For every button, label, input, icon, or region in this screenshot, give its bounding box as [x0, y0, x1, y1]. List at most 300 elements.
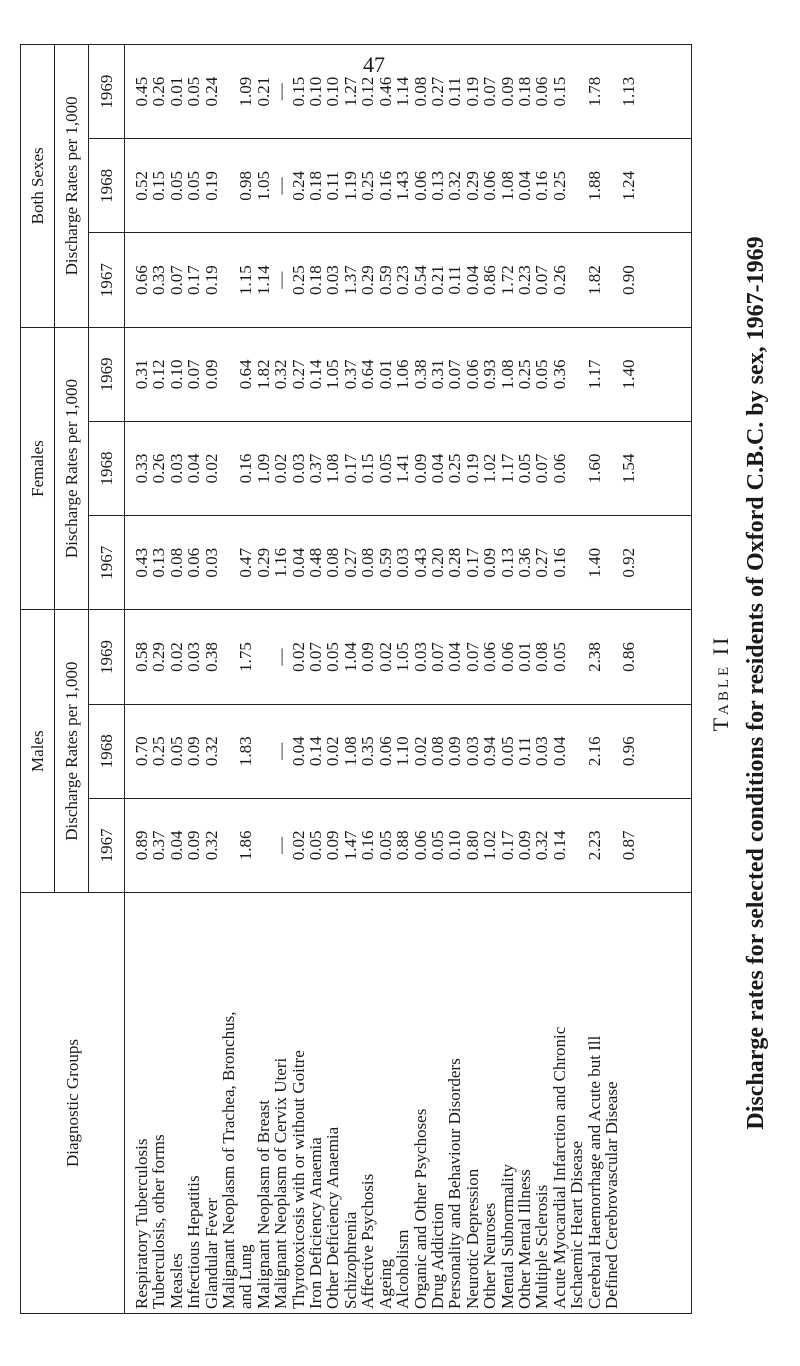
- rate-value: 0.46: [375, 76, 395, 107]
- rate-value: 1.08: [340, 736, 360, 767]
- rate-value: 0.02: [201, 453, 221, 484]
- rate-value: 0.15: [549, 76, 569, 107]
- rate-value: 0.08: [358, 547, 378, 578]
- rate-value: 0.36: [549, 359, 569, 390]
- rate-value: 0.06: [480, 642, 500, 672]
- year-header: 1969: [89, 45, 125, 139]
- rate-value: 0.07: [480, 76, 500, 107]
- rate-value: 0.05: [184, 76, 204, 107]
- rate-value: 2.23: [584, 830, 604, 861]
- rate-value: 0.19: [201, 171, 221, 201]
- rate-value: 0.04: [166, 830, 186, 861]
- rate-value: 0.47: [236, 547, 256, 578]
- diagnostic-group: Multiple Sclerosis: [532, 1184, 552, 1309]
- rate-value: 1.09: [236, 76, 256, 107]
- rate-value: [603, 426, 620, 511]
- rate-value: 2.38: [584, 642, 604, 672]
- rate-value: 0.15: [288, 76, 308, 107]
- both-rates-header: Discharge Rates per 1,000: [55, 45, 89, 328]
- rate-value: 0.15: [149, 171, 169, 201]
- rate-value: 0.07: [462, 642, 482, 672]
- rate-value: 0.12: [149, 359, 169, 390]
- rate-value: [603, 49, 620, 134]
- rate-value: 0.13: [149, 547, 169, 578]
- rate-value: 0.05: [549, 642, 569, 672]
- rate-value: [255, 614, 272, 699]
- rate-value: 0.10: [445, 830, 465, 861]
- rate-value: 0.25: [149, 736, 169, 767]
- rate-value: 0.37: [306, 453, 326, 484]
- rate-value: 0.06: [462, 359, 482, 390]
- rate-value: 0.59: [375, 547, 395, 578]
- rate-value: 0.32: [201, 830, 221, 861]
- rate-value: [220, 803, 237, 888]
- rate-value: 0.06: [375, 736, 395, 767]
- rate-value: 0.02: [410, 736, 430, 767]
- rate-value: 0.07: [184, 359, 204, 390]
- diagnostic-group: Schizophrenia: [340, 1211, 360, 1309]
- rate-value: 1.05: [253, 171, 273, 201]
- rate-value: 0.92: [619, 547, 639, 578]
- diagnostic-group: Measles: [166, 1253, 186, 1309]
- rate-value: 0.09: [184, 736, 204, 767]
- females-1968-column: [125, 421, 692, 515]
- rate-value: 0.25: [288, 265, 308, 295]
- rate-value: 1.72: [497, 265, 517, 295]
- rate-value: 0.14: [306, 359, 326, 390]
- table-title: Discharge rates for selected conditions for residents of Oxford C.B.C. by sex, 1967-1969: [743, 236, 769, 1130]
- rate-value: 0.87: [619, 830, 639, 861]
- rate-value: 1.82: [584, 265, 604, 295]
- rate-value: 0.05: [532, 359, 552, 390]
- rate-value: 0.64: [358, 359, 378, 390]
- rate-value: [220, 426, 237, 511]
- rate-value: 0.80: [462, 830, 482, 861]
- rate-value: [568, 143, 585, 228]
- rate-value: 1.09: [253, 453, 273, 484]
- diagnostic-group: Respiratory Tuberculosis: [132, 1138, 151, 1309]
- rate-value: 0.21: [427, 265, 447, 295]
- rate-value: 0.04: [288, 547, 308, 578]
- rate-value: 0.18: [514, 76, 534, 107]
- diagnostic-group: Infectious Hepatitis: [184, 1175, 204, 1309]
- rate-value: 0.06: [532, 76, 552, 107]
- rate-value: 0.66: [132, 265, 151, 295]
- rate-value: 0.14: [306, 736, 326, 767]
- rate-value: 0.03: [288, 453, 308, 484]
- females-rates-header: Discharge Rates per 1,000: [55, 327, 89, 610]
- rate-value: 1.54: [619, 453, 639, 484]
- rate-value: 0.32: [532, 830, 552, 861]
- rate-value: 0.03: [532, 736, 552, 767]
- rate-value: 0.01: [166, 76, 186, 107]
- rate-value: 0.89: [132, 830, 151, 861]
- rate-value: 0.06: [410, 830, 430, 861]
- rate-value: [568, 332, 585, 417]
- rate-value: 0.08: [532, 642, 552, 672]
- rate-value: 1.60: [584, 453, 604, 484]
- rate-value: [568, 520, 585, 605]
- males-1969-column: [125, 610, 692, 704]
- rate-value: 1.14: [393, 76, 413, 107]
- rate-value: 0.38: [410, 359, 430, 390]
- rate-value: 0.16: [358, 830, 378, 861]
- rate-value: 0.02: [271, 453, 291, 484]
- rate-value: 1.04: [340, 642, 360, 672]
- rate-value: 0.09: [201, 359, 221, 390]
- rate-value: 0.08: [427, 736, 447, 767]
- rate-value: 0.90: [619, 265, 639, 295]
- rate-value: 0.27: [340, 547, 360, 578]
- rate-value: 0.86: [480, 265, 500, 295]
- rate-value: 1.02: [480, 830, 500, 861]
- rate-value: 0.96: [619, 736, 639, 767]
- rate-value: 0.07: [166, 265, 186, 295]
- rate-value: [220, 709, 237, 794]
- diagnostic-group: Neurotic Depression: [462, 1168, 482, 1309]
- rate-value: 0.06: [410, 171, 430, 201]
- rate-value: 0.05: [166, 736, 186, 767]
- rate-value: 0.19: [462, 76, 482, 107]
- diagnostic-group: Organic and Other Psychoses: [410, 1108, 430, 1309]
- rate-value: 0.03: [201, 547, 221, 578]
- rate-value: 1.41: [393, 453, 413, 484]
- rate-value: 0.29: [149, 642, 169, 672]
- rate-value: 0.54: [410, 265, 430, 295]
- rate-value: 0.02: [166, 642, 186, 672]
- rate-value: 1.05: [323, 359, 343, 390]
- rate-value: 0.29: [253, 547, 273, 578]
- diagnostic-group: Cerebral Haemorrhage and Acute but Ill: [584, 1035, 604, 1309]
- rate-value: 0.59: [375, 265, 395, 295]
- rate-value: 0.09: [358, 642, 378, 672]
- rate-value: 0.05: [514, 453, 534, 484]
- rate-value: 0.02: [375, 642, 395, 672]
- rate-value: —: [271, 648, 291, 666]
- diagnostic-group: Malignant Neoplasm of Cervix Uteri: [271, 1057, 291, 1309]
- rate-value: 0.03: [166, 453, 186, 484]
- rate-value: [603, 709, 620, 794]
- rate-value: 0.09: [323, 830, 343, 861]
- rate-value: 0.24: [288, 171, 308, 201]
- rate-value: 0.05: [184, 171, 204, 201]
- rate-value: [220, 332, 237, 417]
- rate-value: 0.32: [271, 359, 291, 390]
- rate-value: 1.43: [393, 171, 413, 201]
- rate-value: 0.06: [549, 453, 569, 484]
- rate-value: 1.13: [619, 76, 639, 107]
- males-1967-column: [125, 798, 692, 892]
- rate-value: 0.86: [619, 642, 639, 672]
- rate-value: 0.16: [532, 171, 552, 201]
- diagnostic-group: Malignant Neoplasm of Breast: [253, 1099, 273, 1309]
- rate-value: 1.88: [584, 171, 604, 201]
- diagnostic-group: Other Mental Illness: [514, 1169, 534, 1309]
- rate-value: 0.06: [480, 171, 500, 201]
- diagnostic-groups-header: Diagnostic Groups: [21, 893, 125, 1314]
- rate-value: 0.52: [132, 171, 151, 201]
- rate-value: 0.07: [427, 642, 447, 672]
- rate-value: 0.09: [497, 76, 517, 107]
- males-header: Males: [21, 610, 55, 893]
- rate-value: [603, 520, 620, 605]
- discharge-rates-table: [20, 44, 692, 1314]
- rate-value: 0.29: [462, 171, 482, 201]
- rate-value: [220, 614, 237, 699]
- rate-value: 1.05: [393, 642, 413, 672]
- diagnostic-group: Ageing: [375, 1258, 395, 1309]
- rate-value: 0.11: [445, 77, 465, 107]
- males-1968-column: [125, 704, 692, 798]
- rate-value: 1.17: [497, 453, 517, 484]
- rate-value: 0.10: [306, 76, 326, 107]
- rate-value: 0.01: [514, 642, 534, 672]
- rate-value: 0.16: [549, 547, 569, 578]
- rate-value: 0.93: [480, 359, 500, 390]
- rate-value: 0.11: [514, 736, 534, 766]
- rate-value: 0.26: [149, 453, 169, 484]
- rate-value: 0.98: [236, 171, 256, 201]
- rate-value: [603, 332, 620, 417]
- rate-value: 1.17: [584, 359, 604, 390]
- females-1969-column: [125, 327, 692, 421]
- rate-value: 0.31: [132, 359, 151, 390]
- rate-value: 0.26: [549, 265, 569, 295]
- rate-value: 0.33: [132, 453, 151, 484]
- rate-value: 0.33: [149, 265, 169, 295]
- rate-value: 0.25: [549, 171, 569, 201]
- rate-value: 0.26: [149, 76, 169, 107]
- rate-value: 0.04: [445, 642, 465, 672]
- rate-value: 0.03: [184, 642, 204, 672]
- diagnostic-group: Malignant Neoplasm of Trachea, Bronchus,: [219, 1011, 239, 1309]
- rate-value: 1.78: [584, 76, 604, 107]
- both-1969-column: [125, 45, 692, 139]
- rate-value: 0.88: [393, 830, 413, 861]
- rate-value: 0.09: [445, 736, 465, 767]
- rate-value: 0.70: [132, 736, 151, 767]
- rate-value: 0.17: [184, 265, 204, 295]
- rate-value: —: [271, 83, 291, 101]
- rate-value: 1.08: [497, 171, 517, 201]
- rate-value: 0.02: [288, 830, 308, 861]
- rate-value: 0.24: [201, 76, 221, 107]
- rate-value: 1.40: [584, 547, 604, 578]
- rate-value: 0.29: [358, 265, 378, 295]
- rate-value: 0.05: [375, 830, 395, 861]
- diagnostic-group: Personality and Behaviour Disorders: [445, 1058, 465, 1309]
- year-header: 1968: [89, 139, 125, 233]
- rate-value: 1.10: [393, 736, 413, 767]
- diagnostic-group: Mental Subnormality: [497, 1164, 517, 1309]
- diagnostic-group: and Lung: [236, 1244, 256, 1309]
- rate-value: 0.14: [549, 830, 569, 861]
- rate-value: 0.27: [427, 76, 447, 107]
- rate-value: [568, 614, 585, 699]
- rate-value: 0.94: [480, 736, 500, 767]
- rate-value: 1.15: [236, 265, 256, 295]
- rate-value: 0.03: [323, 265, 343, 295]
- rate-value: 0.36: [514, 547, 534, 578]
- rate-value: [220, 143, 237, 228]
- rate-value: 1.27: [340, 76, 360, 107]
- rate-value: [568, 803, 585, 888]
- rate-value: 0.07: [306, 642, 326, 672]
- diagnostic-group: Thyrotoxicosis with or without Goitre: [288, 1050, 308, 1309]
- rate-value: 1.08: [323, 453, 343, 484]
- rate-value: 1.06: [393, 359, 413, 390]
- rate-value: 0.25: [514, 359, 534, 390]
- rate-value: 0.04: [427, 453, 447, 484]
- rate-value: 0.15: [358, 453, 378, 484]
- rate-value: 0.10: [166, 359, 186, 390]
- rate-value: [220, 49, 237, 134]
- rate-value: 0.04: [462, 265, 482, 295]
- diagnostic-group: Other Deficiency Anaemia: [323, 1126, 343, 1309]
- rate-value: 0.09: [514, 830, 534, 861]
- diagnostic-group: Iron Deficiency Anaemia: [306, 1137, 326, 1309]
- rate-value: 0.16: [236, 453, 256, 484]
- rate-value: 0.04: [549, 736, 569, 767]
- rate-value: [220, 237, 237, 322]
- rate-value: 0.35: [358, 736, 378, 767]
- rate-value: [568, 709, 585, 794]
- rate-value: 0.43: [410, 547, 430, 578]
- rate-value: [568, 426, 585, 511]
- rate-value: 0.09: [410, 453, 430, 484]
- rate-value: 0.23: [393, 265, 413, 295]
- rate-value: [603, 143, 620, 228]
- rate-value: 0.17: [340, 453, 360, 484]
- rate-value: 1.14: [253, 265, 273, 295]
- rate-value: 0.20: [427, 547, 447, 578]
- rate-value: 0.43: [132, 547, 151, 578]
- rate-value: [220, 520, 237, 605]
- diagnostic-group: Acute Myocardial Infarction and Chronic: [549, 1026, 569, 1309]
- rate-value: 1.08: [497, 359, 517, 390]
- year-header: 1969: [89, 610, 125, 704]
- rate-value: [255, 803, 272, 888]
- diagnostic-group: Ischaemic Heart Disease: [567, 1140, 587, 1309]
- rate-value: 0.07: [445, 359, 465, 390]
- diagnostic-group: Drug Addiction: [427, 1202, 447, 1309]
- rate-value: 0.01: [375, 359, 395, 390]
- rate-value: 0.09: [184, 830, 204, 861]
- table-label: Table II: [708, 634, 733, 732]
- rate-value: 0.37: [340, 359, 360, 390]
- rate-value: 1.19: [340, 171, 360, 201]
- rate-value: 0.04: [514, 171, 534, 201]
- rate-value: 0.03: [393, 547, 413, 578]
- rate-value: —: [271, 177, 291, 195]
- rate-value: 0.08: [410, 76, 430, 107]
- rate-value: [603, 237, 620, 322]
- rate-value: 0.18: [306, 265, 326, 295]
- rate-value: 0.32: [201, 736, 221, 767]
- rate-value: 0.27: [288, 359, 308, 390]
- rate-value: 0.28: [445, 547, 465, 578]
- rate-value: 0.23: [514, 265, 534, 295]
- rate-value: [255, 709, 272, 794]
- year-header: 1967: [89, 233, 125, 327]
- rate-value: 0.09: [480, 547, 500, 578]
- males-rates-header: Discharge Rates per 1,000: [55, 610, 89, 893]
- rate-value: 0.64: [236, 359, 256, 390]
- rate-value: [603, 614, 620, 699]
- rate-value: 0.25: [358, 171, 378, 201]
- rate-value: 0.11: [445, 265, 465, 295]
- rate-value: 1.40: [619, 359, 639, 390]
- rate-value: 1.02: [480, 453, 500, 484]
- rate-value: 0.17: [462, 547, 482, 578]
- rate-value: 0.13: [427, 171, 447, 201]
- year-header: 1968: [89, 704, 125, 798]
- rate-value: 0.38: [201, 642, 221, 672]
- rate-value: 0.02: [323, 736, 343, 767]
- diagnostic-group: Alcoholism: [393, 1229, 413, 1309]
- rate-value: 0.19: [201, 265, 221, 295]
- rate-value: 1.75: [236, 642, 256, 672]
- females-1967-column: [125, 516, 692, 610]
- rate-value: 0.45: [132, 76, 151, 107]
- rate-value: 0.06: [497, 642, 517, 672]
- rate-value: 0.04: [184, 453, 204, 484]
- rate-value: 0.03: [462, 736, 482, 767]
- rate-value: —: [271, 742, 291, 760]
- rate-value: 0.05: [375, 453, 395, 484]
- year-header: 1967: [89, 516, 125, 610]
- both-1967-column: [125, 233, 692, 327]
- both-sexes-header: Both Sexes: [21, 45, 55, 328]
- rate-value: 0.08: [166, 547, 186, 578]
- rate-value: [568, 49, 585, 134]
- diagnostic-group: Tuberculosis, other forms: [149, 1134, 169, 1309]
- rate-value: 0.03: [410, 642, 430, 672]
- rate-value: 0.02: [288, 642, 308, 672]
- rate-value: 0.21: [253, 76, 273, 107]
- rate-value: 1.37: [340, 265, 360, 295]
- rate-value: 0.32: [445, 171, 465, 201]
- year-header: 1967: [89, 798, 125, 892]
- rate-value: 1.16: [271, 547, 291, 578]
- rate-value: 1.83: [236, 736, 256, 767]
- year-header: 1969: [89, 327, 125, 421]
- rate-value: 0.27: [532, 547, 552, 578]
- rate-value: 0.25: [445, 453, 465, 484]
- rate-value: 0.58: [132, 642, 151, 672]
- rate-value: 0.05: [306, 830, 326, 861]
- rate-value: 0.07: [532, 265, 552, 295]
- page-number: 47: [363, 52, 385, 77]
- rate-value: 0.31: [427, 359, 447, 390]
- diagnostic-group: Defined Cerebrovascular Disease: [601, 1081, 621, 1309]
- rate-value: 0.05: [323, 642, 343, 672]
- rate-value: 0.37: [149, 830, 169, 861]
- rate-value: 0.06: [184, 547, 204, 578]
- rate-value: 1.82: [253, 359, 273, 390]
- rate-value: 0.05: [427, 830, 447, 861]
- rate-value: [603, 803, 620, 888]
- rate-value: 0.12: [358, 76, 378, 107]
- diagnostic-group: Glandular Fever: [201, 1198, 221, 1309]
- rate-value: 0.19: [462, 453, 482, 484]
- rate-value: 0.05: [166, 171, 186, 201]
- rate-value: 0.48: [306, 547, 326, 578]
- diagnostic-group-list: [125, 893, 692, 1314]
- rate-value: —: [271, 271, 291, 289]
- rate-value: 1.86: [236, 830, 256, 861]
- rate-value: 0.17: [497, 830, 517, 861]
